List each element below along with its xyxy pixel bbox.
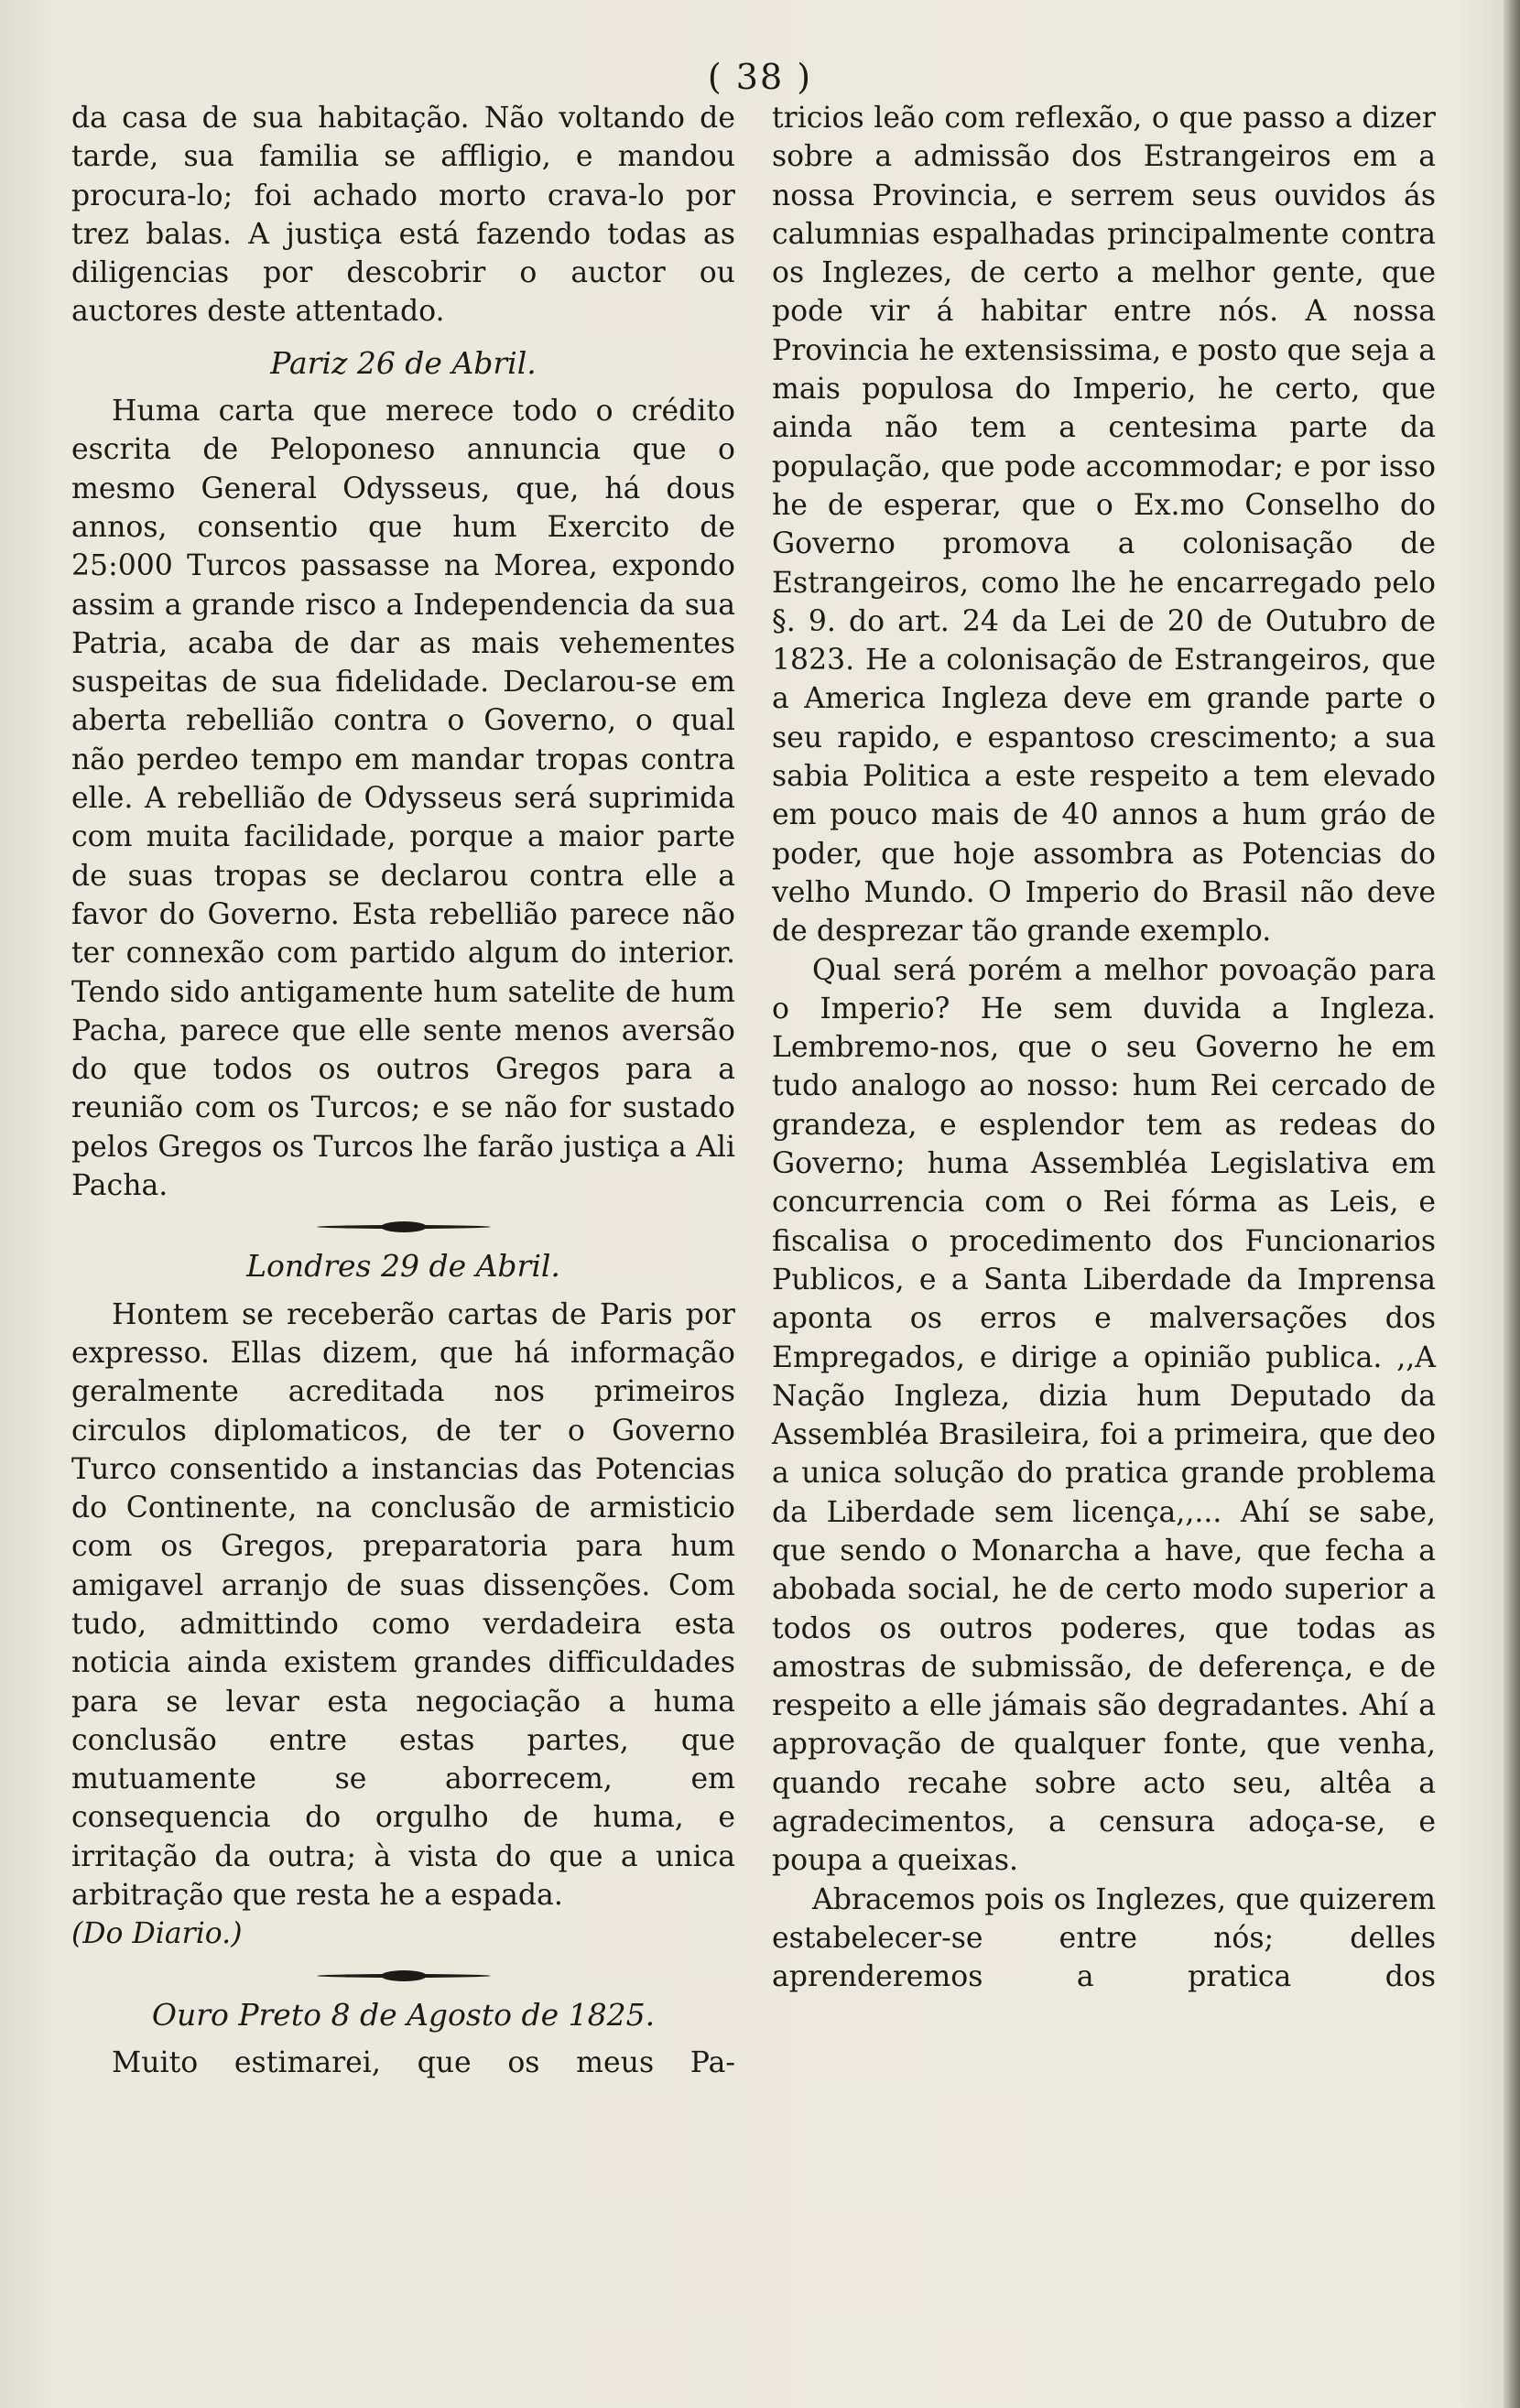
left-paragraph-2: Huma carta que merece todo o crédito escrita de Peloponeso annuncia que o mesmo General Odysseus, que, há dous annos, consentio que hum Exercito de 25:000 Turcos passasse na Morea, expondo assim a grande risco a Independencia da sua Patria, acaba de dar as mais vehementes suspeitas de sua fidelidade. Declarou-se em aberta rebellião contra o Governo, o qual não perdeo tempo em mandar tropas contra elle. A rebellião de Odysseus será suprimida com muita facilidade, porque a maior parte de suas tropas se declarou contra elle a favor do Governo. Esta rebellião parece não ter connexão com partido algum do interior. Tendo sido antigamente hum satelite de hum Pacha, parece que elle sente menos aversão do que todos os outros Gregos para a reunião com os Turcos; e se não for sustado pelos Gregos os Turcos lhe farão justiça a Ali Pacha. bbox=[71, 395, 735, 1203]
dateline-ouro-preto: Ouro Preto 8 de Agosto de 1825. bbox=[151, 1996, 656, 2033]
dateline-paris: Pariz 26 de Abril. bbox=[270, 344, 537, 381]
right-paragraph-1: tricios leão com reflexão, o que passo a dizer sobre a admissão dos Estrangeiros em a nossa Provincia, e serrem seus ouvidos ás calumnias espalhadas principalmente contra os Inglezes, de certo a melhor gente, que pode vir á habitar entre nós. A nossa Provincia he extensissima, e posto que seja a mais populosa do Imperio, he certo, que ainda não tem a centesima parte da população, que pode accommodar; e por isso he de esperar, que o Ex.mo Conselho do Governo promova a colonisação de Estrangeiros, como lhe he encarregado pelo §. 9. do art. 24 da Lei de 20 de Outubro de 1823. He a colonisação de Estrangeiros, que a America Ingleza deve em grande parte o seu rapido, e espantoso crescimento; a sua sabia Politica a este respeito a tem elevado em pouco mais de 40 annos a hum gráo de poder, que hoje assombra as Potencias do velho Mundo. O Imperio do Brasil não deve de desprezar tão grande exemplo. bbox=[772, 102, 1436, 949]
dateline-londres: Londres 29 de Abril. bbox=[246, 1248, 560, 1285]
source-note: (Do Diario.) bbox=[71, 1917, 243, 1951]
right-paragraph-3: Abracemos pois os Inglezes, que quizerem estabelecer-se entre nós; delles aprenderemos a pratica dos bbox=[772, 1882, 1436, 1994]
left-column bbox=[71, 99, 735, 2082]
left-paragraph-3: Hontem se receberão cartas de Paris por expresso. Ellas dizem, que há informação geralmente acreditada nos primeiros circulos diplomaticos, de ter o Governo Turco consentido a instancias das Potencias do Continente, na conclusão de armisticio com os Gregos, preparatoria para hum amigavel arranjo de suas dissenções. Com tudo, admittindo como verdadeira esta noticia ainda existem grandes difficuldades para se levar esta negociação a huma conclusão entre estas partes, que mutuamente se aborrecem, em consequencia do orgulho de huma, e irritação da outra; à vista do que a unica arbitração que resta he a espada. bbox=[71, 1297, 735, 1913]
left-paragraph-4: Muito estimarei, que os meus Pa- bbox=[112, 2045, 735, 2079]
section-divider-2 bbox=[317, 1974, 491, 1978]
right-column bbox=[772, 99, 1436, 1997]
right-paragraph-2: Qual será porém a melhor povoação para o Imperio? He sem duvida a Ingleza. Lembremo-nos, que o seu Governo he em tudo analogo ao nosso: hum Rei cercado de grandeza, e esplendor tem as redeas do Governo; huma Assembléa Legislativa em concurrencia com o Rei fórma as Leis, e fiscalisa o procedimento dos Funcionarios Publicos, e a Santa Liberdade da Imprensa aponta os erros e malversações dos Empregados, e dirige a opinião publica. ,,A Nação Ingleza, dizia hum Deputado da Assembléa Brasileira, foi a primeira, que deo a unica solução do pratica grande problema da Liberdade sem licença,,... Ahí se sabe, que sendo o Monarcha a have, que fecha a abobada social, he de certo modo superior a todos os outros poderes, que todas as amostras de submissão, de deferença, e de respeito a elle jámais são degradantes. Ahí a approvação de qualquer fonte, que venha, quando recahe sobre acto seu, altêa a agradecimentos, a censura adoça-se, e poupa a queixas. bbox=[772, 953, 1436, 1878]
page-edge-shadow bbox=[1504, 0, 1520, 2408]
left-paragraph-1: da casa de sua habitação. Não voltando de tarde, sua familia se affligio, e mandou procura-lo; foi achado morto crava-lo por trez balas. A justiça está fazendo todas as diligencias por descobrir o auctor ou auctores deste attentado. bbox=[71, 102, 735, 329]
section-divider bbox=[317, 1225, 491, 1229]
page-number: ( 38 ) bbox=[707, 57, 813, 97]
